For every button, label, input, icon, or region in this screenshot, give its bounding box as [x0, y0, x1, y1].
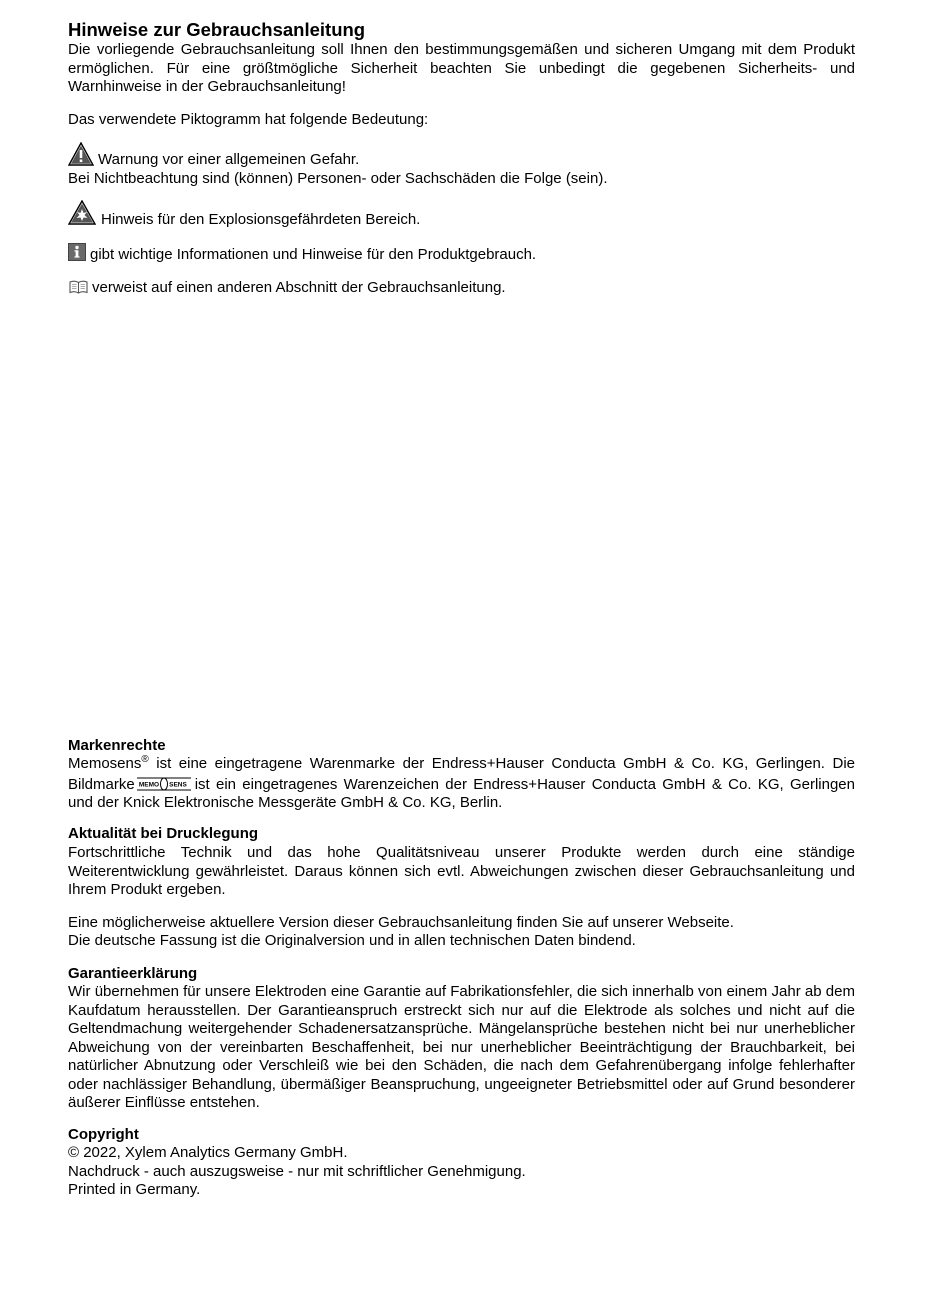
logo-text-right: SENS: [168, 781, 187, 788]
copyright-line-2: Nachdruck - auch auszugsweise - nur mit schriftlicher Genehmigung.: [68, 1163, 526, 1180]
trademark-sentence-2-end: ist ein eingetragenes Warenzeichen der Endress+Hauser Conducta GmbH & Co. KG, Gerlingen und der Knick Elektronische Messgeräte GmbH & Co. KG, Berlin.: [68, 775, 855, 811]
currency-heading: Aktualität bei Drucklegung: [68, 825, 259, 842]
book-icon: [69, 280, 88, 294]
warning-subtext: Bei Nichtbeachtung sind (können) Personen- oder Sachschäden die Folge (sein).: [68, 170, 608, 187]
warranty-heading: Garantieerklärung: [68, 965, 198, 982]
currency-line-2: Die deutsche Fassung ist die Originalversion und in allen technischen Daten bindend.: [68, 932, 636, 949]
trademark-sentence-1: ist eine eingetragene Warenmarke der Endress+Hauser Conducta GmbH & Co. KG, Gerlingen.: [156, 755, 825, 772]
explosion-hazard-icon: [68, 200, 96, 225]
logo-text-left: MEMO: [138, 781, 159, 788]
registered-mark: ®: [141, 754, 149, 765]
currency-line-1: Eine möglicherweise aktuellere Version dieser Gebrauchsanleitung finden Sie auf unserer Webseite.: [68, 914, 734, 931]
book-text: verweist auf einen anderen Abschnitt der Gebrauchsanleitung.: [92, 279, 506, 296]
document-page: [68, 0, 855, 1295]
brand-name: Memosens: [68, 755, 142, 772]
trademark-sentence-2-start: Die Bildmarke: [68, 755, 856, 793]
warning-text: Warnung vor einer allgemeinen Gefahr.: [98, 151, 360, 168]
warranty-paragraph: Wir übernehmen für unsere Elektroden eine Garantie auf Fabrikationsfehler, die sich innerhalb von einem Jahr ab dem Kaufdatum herausstellen. Der Garantieanspruch erstreckt sich nur auf die Elektrode als solches und nicht auf die Geltendmachung weitergehender Schadenersatzansprüche. Mängelansprüche bestehen nicht bei nur unerheblicher Abweichung von der vereinbarten Beschaffenheit, bei nur unerheblicher Beeinträchtigung der Brauchbarkeit, bei natürlicher Abnutzung oder Verschleiß wie bei den Schäden, die nach dem Gefahrenübergang infolge fehlerhafter oder nachlässiger Behandlung, übermäßiger Beanspruchung, ungeeigneter Betriebsmittel oder auf Grund besonderer äußerer Einflüsse entstehen.: [68, 983, 855, 1111]
trademarks-heading: Markenrechte: [68, 737, 166, 754]
copyright-heading: Copyright: [68, 1126, 139, 1143]
currency-paragraph: Fortschrittliche Technik und das hohe Qualitätsniveau unserer Produkte werden durch eine ständige Weiterentwicklung gewährleistet. Daraus können sich evtl. Abweichungen zwischen dieser Gebrauchsanleitung und Ihrem Produkt ergeben.: [68, 844, 855, 898]
warning-triangle-icon: [68, 142, 94, 166]
memosens-logo: [137, 777, 191, 791]
copyright-line-1: © 2022, Xylem Analytics Germany GmbH.: [68, 1144, 348, 1161]
pictogram-intro: Das verwendete Piktogramm hat folgende Bedeutung:: [68, 111, 429, 128]
page-title: Hinweise zur Gebrauchsanleitung: [68, 19, 366, 40]
intro-paragraph: Die vorliegende Gebrauchsanleitung soll Ihnen den bestimmungsgemäßen und sicheren Umgang mit dem Produkt ermöglichen. Für eine größtmögliche Sicherheit beachten Sie unbedingt die gegebenen Sicherheits- und Warnhinweise in der Gebrauchsanleitung!: [68, 41, 855, 95]
info-text: gibt wichtige Informationen und Hinweise für den Produktgebrauch.: [90, 246, 537, 263]
trademarks-paragraph: [68, 755, 855, 813]
explosion-text: Hinweis für den Explosionsgefährdeten Bereich.: [101, 211, 421, 228]
copyright-line-3: Printed in Germany.: [68, 1181, 201, 1198]
info-icon: [68, 243, 86, 261]
